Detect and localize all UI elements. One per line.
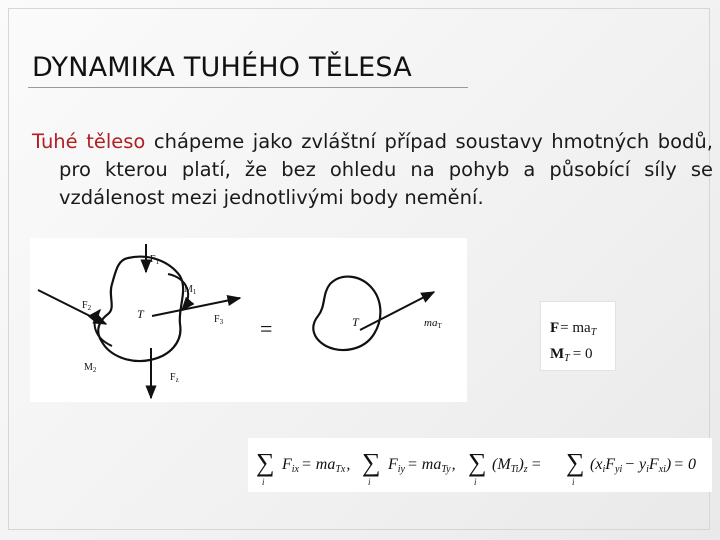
label-f2: $F_2$: [82, 300, 92, 312]
equation-force: $F= ma_T$: [550, 320, 597, 338]
right-body-outline: [313, 277, 380, 350]
svg-text:∑: ∑: [566, 448, 585, 477]
label-ma: maT: [424, 317, 442, 330]
svg-text:(xiFyi− yiFxi)= 0: (xiFyi − yiFxi) = 0: [590, 456, 697, 475]
label-fz: $F_z$: [170, 372, 179, 384]
svg-text:∑: ∑: [468, 448, 487, 477]
m2-moment-arrow: [95, 310, 112, 346]
sum-term-moment: [468, 448, 541, 487]
label-m1: $M_1$: [184, 284, 197, 296]
rigid-body-force-figure: [30, 238, 467, 402]
title-underline: [28, 87, 468, 88]
definition-text: chápeme jako zvláštní případ soustavy hmotných bodů, pro kterou platí, že bez ohledu na pohyb a působící síly se vzdálenost mezi jednotlivými body nemění.: [59, 130, 713, 209]
definition-paragraph: [32, 128, 713, 212]
svg-text:∑: ∑: [256, 448, 275, 477]
equals-sign: =: [260, 316, 273, 341]
resultant-arrow: [360, 292, 434, 330]
highlighted-term: Tuhé těleso: [32, 130, 146, 153]
svg-text:(MTi)z=: (MTi)z =: [492, 456, 542, 475]
label-f1: $F_1$: [150, 254, 160, 266]
svg-text:i: i: [572, 477, 575, 487]
svg-text:∑: ∑: [362, 448, 381, 477]
svg-text:i: i: [368, 477, 371, 487]
svg-text:i: i: [474, 477, 477, 487]
summation-equations-box: [248, 438, 712, 492]
sum-term-cross: [566, 448, 696, 487]
force-diagram-svg: [30, 238, 467, 402]
equilibrium-equations-box: [540, 301, 616, 371]
label-t-left: T: [137, 307, 144, 321]
summation-svg: [248, 438, 712, 492]
slide-title: DYNAMIKA TUHÉHO TĚLESA: [32, 52, 412, 83]
svg-text:i: i: [262, 477, 265, 487]
equation-moment: $M_T = 0$: [550, 346, 593, 364]
svg-text:Fiy= maTy,: Fiy = maTy,: [388, 456, 456, 475]
label-t-right: T: [352, 315, 359, 329]
label-m2: $M_2$: [84, 362, 97, 374]
f3-arrow: [152, 298, 240, 316]
equations-svg: [541, 302, 615, 370]
label-f3: $F_3$: [214, 314, 224, 326]
sum-term-y: [362, 448, 456, 487]
svg-text:Fix= maTx,: Fix = maTx,: [282, 456, 351, 475]
sum-term-x: [256, 448, 350, 487]
